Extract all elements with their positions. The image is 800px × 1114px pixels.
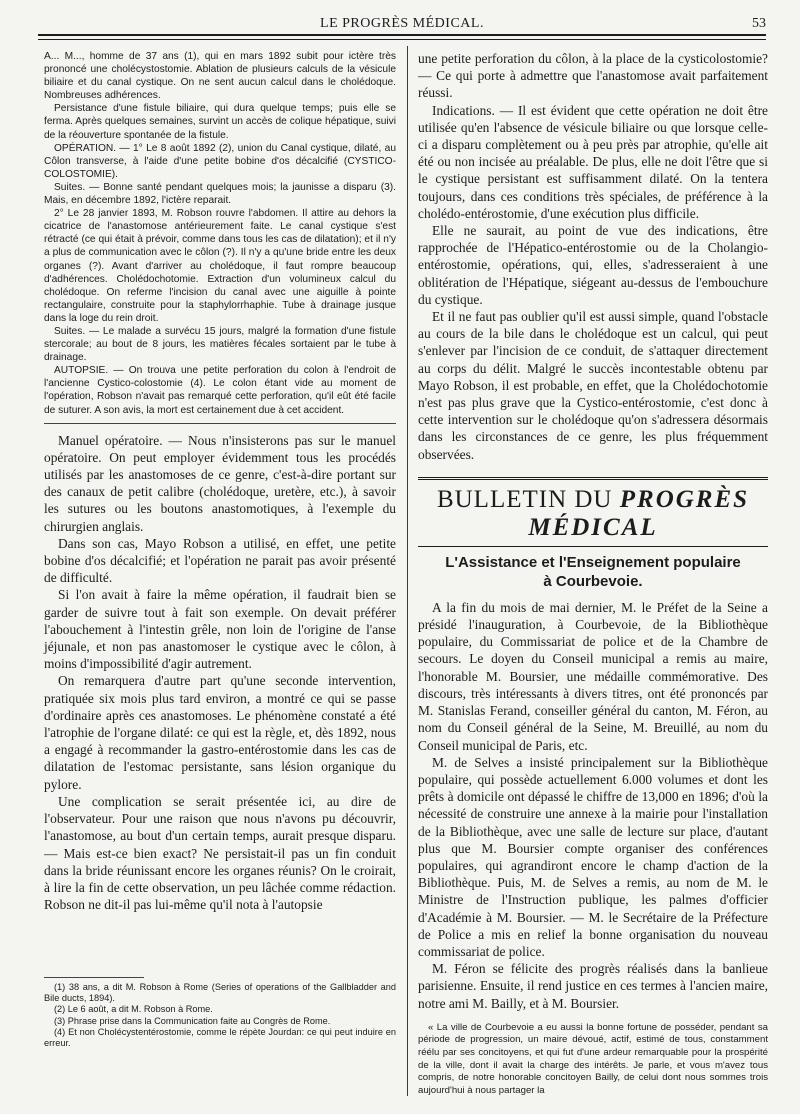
footnotes <box>44 977 396 1049</box>
body-paragraph: Indications. — Il est évident que cette opération ne doit être utilisée qu'en l'absence de vésicule biliaire ou que lorsque celle-ci a disparu complètement ou à peu près par atrophie, qu'elle ait été ou non incisée au préalable. De plus, elle ne doit l'être que si le cystique persistant est suffisamment dilaté. On la tentera toujours, dans ces conditions très spéciales, de préférence à la cholédo-entérostomie, d'une exécution plus difficile. <box>418 102 768 221</box>
case-paragraph: 2° Le 28 janvier 1893, M. Robson rouvre l'abdomen. Il attire au dehors la cicatrice de l'anastomose antérieurement faite. Le canal cystique s'est rétracté (ce qui était à prévoir, comme dans tous les cas de dilatation); et il n'y a plus de communication avec le côlon (?). Il n'y a qu'une bride entre les deux organes (?). Avant d'arriver au cholédoque, il faut rompre beaucoup d'adhérences. Cholédochotomie. Extraction d'un volumineux calcul du cholédoque. On referme l'incision du canal avec une aiguille à pointe rectangulaire, construite pour la staphylorrhaphie. Tube à drainage jusque dans la loge du rein droit. <box>44 208 396 324</box>
case-paragraph: Suites. — Bonne santé pendant quelques mois; la jaunisse a disparu (3). Mais, en décembre 1892, l'ictère reparait. <box>44 181 396 207</box>
case-report <box>44 50 396 417</box>
column-divider <box>407 46 408 1096</box>
article-title-line: à Courbevoie. <box>543 572 643 590</box>
right-column <box>418 50 768 1097</box>
left-column <box>44 50 396 913</box>
case-paragraph: AUTOPSIE. — On trouva une petite perforation du colon à l'endroit de l'ancienne Cystico-colostomie (4). Le colon étant vide au moment de l'opération, Robson n'avait pas remarqué cette perforation, qu'il eût été facile de suturer. A son avis, la mort est certainement due à cet accident. <box>44 365 396 416</box>
case-paragraph: A... M..., homme de 37 ans (1), qui en mars 1892 subit pour ictère très prononcé une cholécystostomie. Ablation de plusieurs calculs de la vésicule biliaire et du canal cystique. On ne sent aucun calcul dans le cholédoque. Nombreuses adhérences. <box>44 51 396 102</box>
section-separator <box>44 423 396 424</box>
continued-text <box>418 50 768 463</box>
body-paragraph: M. de Selves a insisté principalement sur la Bibliothèque populaire, qui possède actuellement 6.000 volumes et dont les prêts à domicile ont dépassé le chiffre de 13,000 en 1896; d'où la nécessité de construire une annexe à la mairie pour l'installation de la Bibliothèque, avec une salle de lecture sur place, d'autant plus que M. Boursier compte organiser des conférences populaires, qui agrandiront encore le champ d'action de la Bibliothèque. Puis, M. de Selves a remis, au nom de M. le Ministre de l'Instruction publique, les palmes d'officier d'Académie à M. Boursier. — M. le Secrétaire de la Préfecture de Police a mis en relief la bonne organisation du nouveau commissariat de police. <box>418 754 768 959</box>
bulletin-header <box>418 477 768 547</box>
bulletin-title-journal: PROGRÈS MÉDICAL <box>528 485 750 541</box>
body-paragraph: Une complication se serait présentée ici, au dire de l'observateur. Pour une raison que nous n'avons pu découvrir, l'anastomose, au bout d'un certain temps, aurait presque disparu. — Mais est-ce bien exact? Ne persistait-il pas un fin conduit dans la bride réunissant encore les organes réunis? On le croirait, à lire la fin de cette observation, un peu lâchée comme rédaction. Robson ne dit-il pas lui-même qu'il nota à l'autopsie <box>44 793 396 913</box>
article-body <box>418 599 768 1012</box>
body-paragraph: Manuel opératoire. — Nous n'insisterons pas sur le manuel opératoire. On peut employer évidemment tous les procédés utilisés par les anastomoses de ce genre, c'est-à-dire portant sur des canaux de petit calibre (cholédoque, uretère, etc.), à savoir les sutures ou les boutons anastomotiques, à l'exemple du chirurgien anglais. <box>44 432 396 534</box>
body-paragraph: A la fin du mois de mai dernier, M. le Préfet de la Seine a présidé l'inauguration, à Courbevoie, de la Bibliothèque populaire, du Commissariat de police et de la Chambre de secours. Le doyen du Conseil municipal a remis au maire, l'honorable M. Boursier, une médaille commémorative. Des discours, très intéressants à divers titres, ont été prononcés par M. Stanislas Ferand, conseiller général du canton, M. Féron, au nom du Conseil général de la Seine, M. Breuillé, au nom du Conseil municipal de Paris, etc. <box>418 599 768 753</box>
bulletin-title-plain: BULLETIN DU <box>436 485 613 513</box>
header-rule-thin <box>38 39 766 40</box>
quote-text: « La ville de Courbevoie a eu aussi la bonne fortune de posséder, pendant sa période de progression, un maire dévoué, actif, estimé de tous, constamment réélu par ses concitoyens, et qui fut d'une ardeur remarquable pour la prospérité de la ville, dont il avait la charge des intérêts. Je parle, et vous m'avez tous compris, de notre honorable concitoyen Bailly, de celui dont nous sommes trois aujourd'hui à nous partager la <box>418 1021 768 1096</box>
case-paragraph: OPÉRATION. — 1° Le 8 août 1892 (2), union du Canal cystique, dilaté, au Côlon transverse, à l'aide d'une petite bobine d'os décalcifié (CYSTICO-COLOSTOMIE). <box>44 142 396 180</box>
running-title: LE PROGRÈS MÉDICAL. <box>320 16 484 31</box>
body-paragraph: On remarquera d'autre part qu'une seconde intervention, pratiquée six mois plus tard environ, a montré ce qui se passe d'ordinaire après ces anastomoses. Le phénomène constaté a été l'atrophie de l'organe dilaté: ce qui est la règle, et, dès 1892, nous a engagé à recommander la gastro-entérostomie dans les cas de dilatation de l'estomac persistante, sans lésion organique du pylore. <box>44 673 396 792</box>
bulletin-title <box>418 486 768 542</box>
page-number: 53 <box>752 16 766 31</box>
case-paragraph: Persistance d'une fistule biliaire, qui dura quelque temps; puis elle se ferma. Après quelques semaines, survint un accès de colique hépatique, suivi de la réouverture spontanée de la fistule. <box>44 103 396 141</box>
article-title <box>418 553 768 591</box>
body-paragraph: Et il ne faut pas oublier qu'il est aussi simple, quand l'obstacle au cours de la bile dans le cholédoque est un calcul, qui peut s'enlever par l'incision de ce conduit, de s'attaquer directement au corps du délit. Malgré le succès incontestable obtenu par Mayo Robson, il est probable, en effet, que la Cholédochotomie n'est pas plus grave que la Cystico-entérostomie, c'est donc à cette intervention sur le cholédoque qu'on s'adressera désormais dans les circonstances de ce genre, les plus fréquemment observées. <box>418 309 768 462</box>
running-head <box>38 16 766 36</box>
footnote: (4) Et non Cholécystentérostomie, comme le répète Jourdan: ce qui peut induire en erreur. <box>44 1026 396 1049</box>
footnote-rule <box>44 977 144 978</box>
commentary <box>44 432 396 914</box>
footnote: (2) Le 6 août, a dit M. Robson à Rome. <box>54 1004 213 1015</box>
article-title-line: L'Assistance et l'Enseignement populaire <box>445 553 741 571</box>
body-paragraph: Si l'on avait à faire la même opération, il faudrait bien se garder de suivre tout à fait son exemple. On devait préférer l'abouchement à l'intestin grêle, non loin de l'origine de l'anse jéjunale, et non pas anastomoser le cystique avec le côlon, à moins d'impossibilité d'agir autrement. <box>44 587 396 672</box>
footnote: (3) Phrase prise dans la Communication faite au Congrès de Rome. <box>54 1015 331 1026</box>
footnote: (1) 38 ans, a dit M. Robson à Rome (Series of operations of the Gallbladder and Bile ducts, 1894). <box>44 982 396 1004</box>
quoted-speech <box>418 1022 768 1098</box>
header-rule <box>38 34 766 36</box>
case-paragraph: Suites. — Le malade a survécu 15 jours, malgré la formation d'une fistule stercorale; au bout de 8 jours, les matières fécales sortaient par le tube à drainage. <box>44 325 396 364</box>
body-paragraph: une petite perforation du côlon, à la place de la cysticolostomie? — Ce qui porte à admettre que l'anastomose avait parfaitement réussi. <box>418 51 768 101</box>
body-paragraph: Dans son cas, Mayo Robson a utilisé, en effet, une petite bobine d'os décalcifié; et l'opération ne parait pas avoir présenté de difficulté. <box>44 535 396 586</box>
body-paragraph: M. Féron se félicite des progrès réalisés dans la banlieue parisienne. Ensuite, il rend justice en ces termes à l'ancien maire, notre ami M. Bailly, et à M. Boursier. <box>418 961 768 1011</box>
body-paragraph: Elle ne saurait, au point de vue des indications, être rapprochée de l'Hépatico-entérostomie ou de la Cholangio-entérostomie, opérations, qui, elles, s'adresseraient à une oblitération de l'Hépatique, siégeant au-dessus de l'embouchure du cystique. <box>418 223 768 307</box>
